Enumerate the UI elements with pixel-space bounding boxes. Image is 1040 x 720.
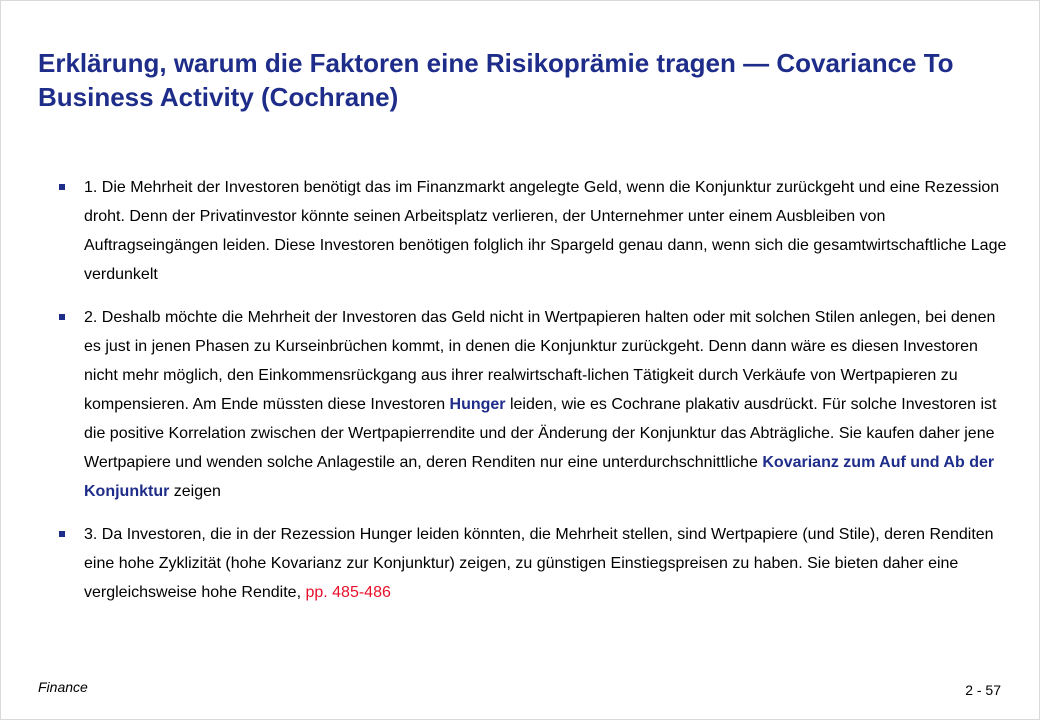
bullet-text: leiden, wie es Cochrane plakativ ausdrückt. Für solche Investoren ist die positive Korrelation zwischen der Wertpapierrendite und der Änderung der Konjunktur das Abträgliche. Sie kaufen daher jene Wertpapiere und wenden solche Anlagestile an, deren Renditen nur eine unterdurchschnittliche [84,396,997,471]
footer-page-number: 2 - 57 [965,682,1001,698]
square-bullet-icon [59,184,65,190]
slide-title: Erklärung, warum die Faktoren eine Risikoprämie tragen — Covariance To Business Activity (Cochrane) [38,48,954,112]
bullet-text: 1. Die Mehrheit der Investoren benötigt das im Finanzmarkt angelegte Geld, wenn die Konjunktur zurückgeht und eine Rezession droht. Denn der Privatinvestor könnte seinen Arbeitsplatz verlieren, der Unternehmer unter einem Ausbleiben von Auftragseingängen leiden. Diese Investoren benötigen folglich ihr Spargeld genau dann, wenn sich die gesamtwirtschaftliche Lage verdunkelt [84,179,1007,283]
bullet-item-1 [57,173,1007,289]
footer-course: Finance [38,679,88,695]
bullet-text: 2. Deshalb möchte die Mehrheit der Investoren das Geld nicht in Wertpapieren halten oder mit solchen Stilen anlegen, bei denen es just in jenen Phasen zu Kurseinbrüchen kommt, in denen die Konjunktur zurückgeht. Denn dann wäre es diesen Investoren nicht mehr möglich, den Einkommensrückgang aus ihrer realwirtschaft-lichen Tätigkeit durch Verkäufe von Wertpapieren zu kompensieren. Am Ende müssten diese Investoren [84,309,996,413]
bullet-list [57,173,1007,621]
square-bullet-icon [59,314,65,320]
bullet-text: 3. Da Investoren, die in der Rezession Hunger leiden könnten, die Mehrheit stellen, sind Wertpapiere (und Stile), deren Renditen eine hohe Zyklizität (hohe Kovarianz zur Konjunktur) zeigen, zu günstigen Einstiegspreisen zu haben. Sie bieten daher eine vergleichsweise hohe Rendite, [84,526,994,601]
bullet-item-3 [57,520,1007,607]
square-bullet-icon [59,531,65,537]
bullet-item-2 [57,303,1007,506]
highlight-hunger: Hunger [449,396,506,413]
page-reference: pp. 485-486 [305,584,391,601]
bullet-text: zeigen [169,483,221,500]
highlight-kovarianz: Kovarianz zum Auf und Ab der Konjunktur [84,454,995,500]
